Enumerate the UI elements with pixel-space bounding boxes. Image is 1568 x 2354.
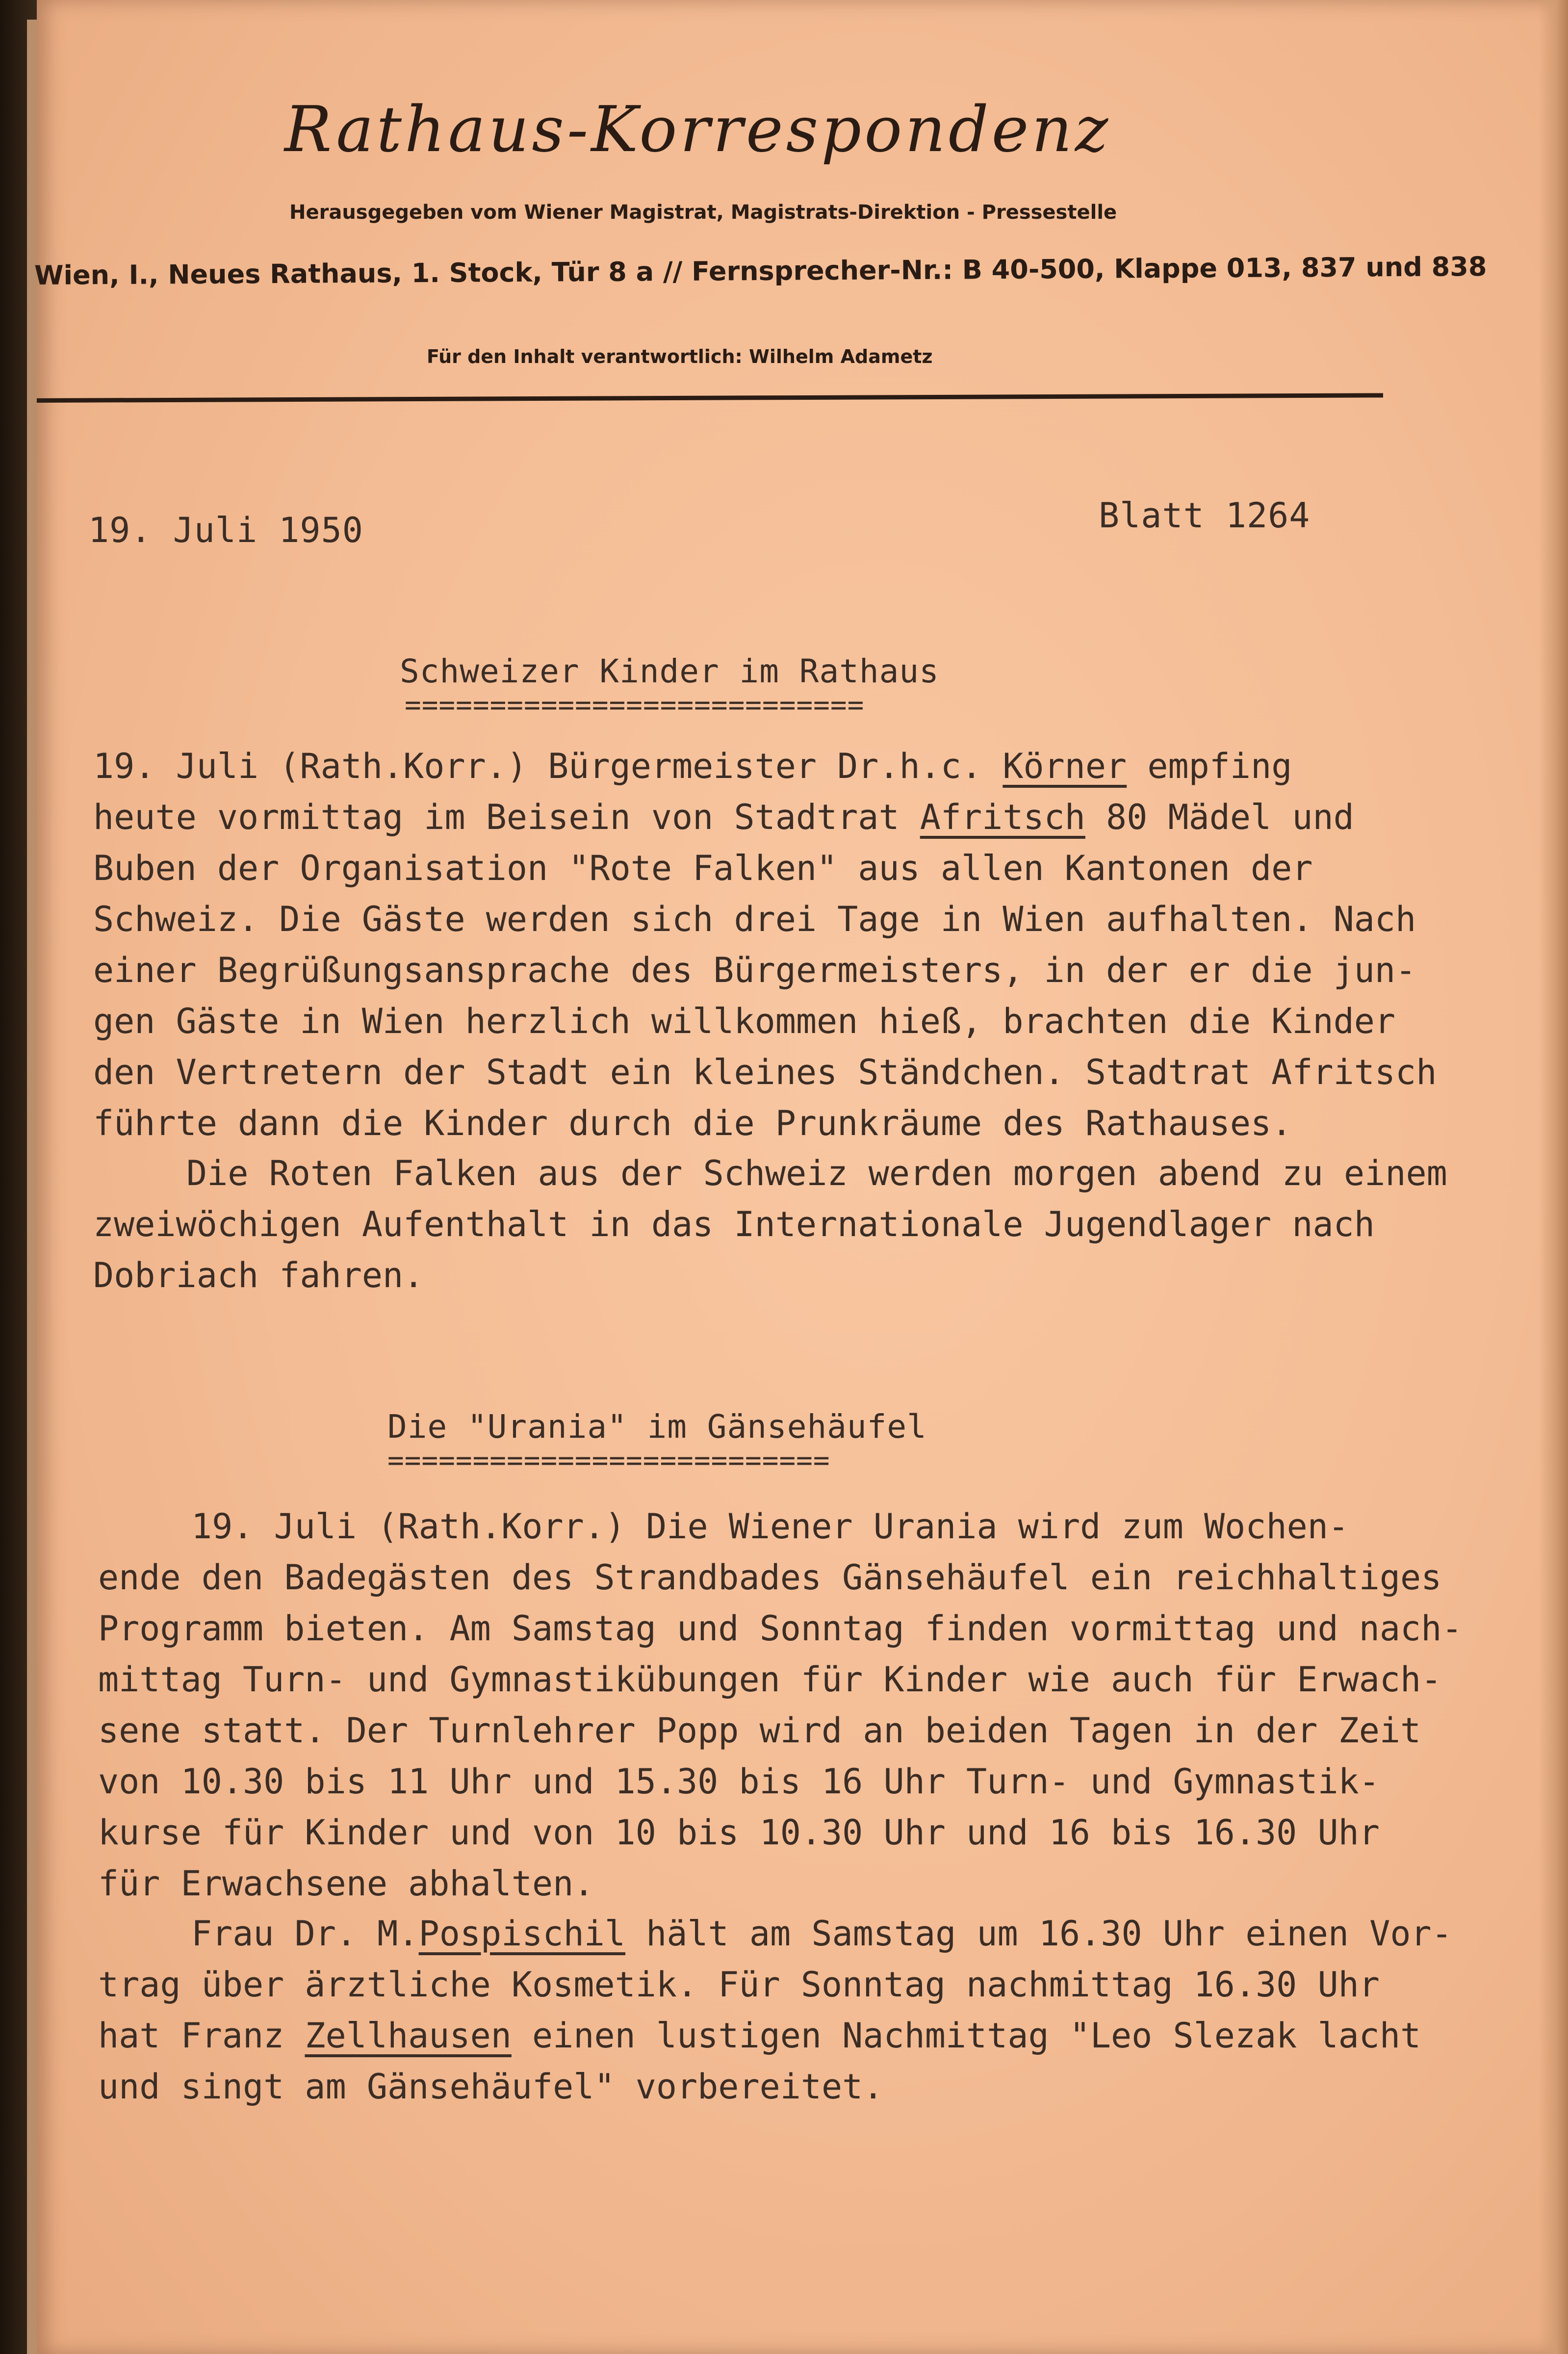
text-segment: heute vormittag im Beisein von Stadtrat	[93, 797, 920, 837]
text-line: sene statt. Der Turnlehrer Popp wird an beiden Tagen in der Zeit	[98, 1710, 1421, 1751]
text-line: einer Begrüßungsansprache des Bürgermeisters, in der er die jun-	[93, 950, 1416, 990]
article1-paragraph2	[93, 1148, 1447, 1301]
text-line	[98, 2010, 1452, 2061]
text-line: trag über ärztliche Kosmetik. Für Sonntag nachmittag 16.30 Uhr	[98, 1965, 1380, 2005]
text-line: Die Roten Falken aus der Schweiz werden morgen abend zu einem	[186, 1153, 1447, 1193]
text-line: und singt am Gänsehäufel" vorbereitet.	[98, 2067, 884, 2107]
text-line: gen Gäste in Wien herzlich willkommen hieß, brachten die Kinder	[93, 1001, 1396, 1041]
text-line: von 10.30 bis 11 Uhr und 15.30 bis 16 Uhr Turn- und Gymnastik-	[98, 1761, 1380, 1802]
article2-heading: Die "Urania" im Gänsehäufel	[387, 1408, 927, 1446]
underlined-name-afritsch: Afritsch	[920, 797, 1085, 837]
text-line: für Erwachsene abhalten.	[98, 1863, 594, 1904]
text-line	[98, 1908, 1452, 1959]
text-segment: hält am Samstag um 16.30 Uhr einen Vor-	[625, 1914, 1452, 1954]
article1-paragraph1	[93, 741, 1437, 1149]
masthead-responsible: Für den Inhalt verantwortlich: Wilhelm Adametz	[427, 346, 933, 367]
text-line	[93, 792, 1437, 843]
text-line: Dobriach fahren.	[93, 1255, 424, 1295]
masthead-address: Wien, I., Neues Rathaus, 1. Stock, Tür 8 a // Fernsprecher-Nr.: B 40-500, Klappe 013, 837 und 838	[34, 251, 1487, 291]
underlined-name-pospischil: Pospischil	[418, 1914, 626, 1954]
sheet-number: Blatt 1264	[1099, 495, 1311, 536]
text-segment: einen lustigen Nachmittag "Leo Slezak lacht	[511, 2016, 1421, 2056]
text-line: kurse für Kinder und von 10 bis 10.30 Uhr und 16 bis 16.30 Uhr	[98, 1812, 1380, 1853]
article2-paragraph1	[98, 1501, 1462, 1909]
masthead-title: Rathaus-Korrespondenz	[284, 93, 1111, 166]
text-line: 19. Juli (Rath.Korr.) Die Wiener Urania wird zum Wochen-	[191, 1506, 1349, 1547]
text-line: führte dann die Kinder durch die Prunkräume des Rathauses.	[93, 1103, 1292, 1143]
page-right-edge	[1539, 0, 1568, 2354]
text-line	[93, 741, 1437, 792]
text-segment: 19. Juli (Rath.Korr.) Bürgermeister Dr.h.c.	[93, 746, 1003, 786]
article2-heading-rule: ==========================	[387, 1445, 830, 1476]
article2-paragraph2	[98, 1908, 1452, 2112]
article1-heading: Schweizer Kinder im Rathaus	[400, 652, 939, 690]
masthead-publisher: Herausgegeben vom Wiener Magistrat, Magistrats-Direktion - Pressestelle	[289, 201, 1117, 224]
document-date: 19. Juli 1950	[88, 510, 363, 550]
text-line: Programm bieten. Am Samstag und Sonntag finden vormittag und nach-	[98, 1608, 1463, 1649]
underlined-name-zellhausen: Zellhausen	[305, 2016, 512, 2056]
text-line: Buben der Organisation "Rote Falken" aus allen Kantonen der	[93, 848, 1313, 888]
text-segment: Frau Dr. M.	[191, 1914, 419, 1954]
article1-heading-rule: ===========================	[405, 689, 865, 721]
text-segment: hat Franz	[98, 2016, 305, 2056]
text-line: zweiwöchigen Aufenthalt in das Internationale Jugendlager nach	[93, 1204, 1375, 1244]
text-line: Schweiz. Die Gäste werden sich drei Tage in Wien aufhalten. Nach	[93, 899, 1416, 939]
text-line: ende den Badegästen des Strandbades Gänsehäufel ein reichhaltiges	[98, 1557, 1442, 1598]
text-segment: 80 Mädel und	[1085, 797, 1354, 837]
text-line: den Vertretern der Stadt ein kleines Ständchen. Stadtrat Afritsch	[93, 1052, 1437, 1092]
text-segment: empfing	[1127, 746, 1292, 786]
text-line: mittag Turn- und Gymnastikübungen für Kinder wie auch für Erwach-	[98, 1659, 1442, 1700]
underlined-name-koerner: Körner	[1002, 746, 1127, 786]
